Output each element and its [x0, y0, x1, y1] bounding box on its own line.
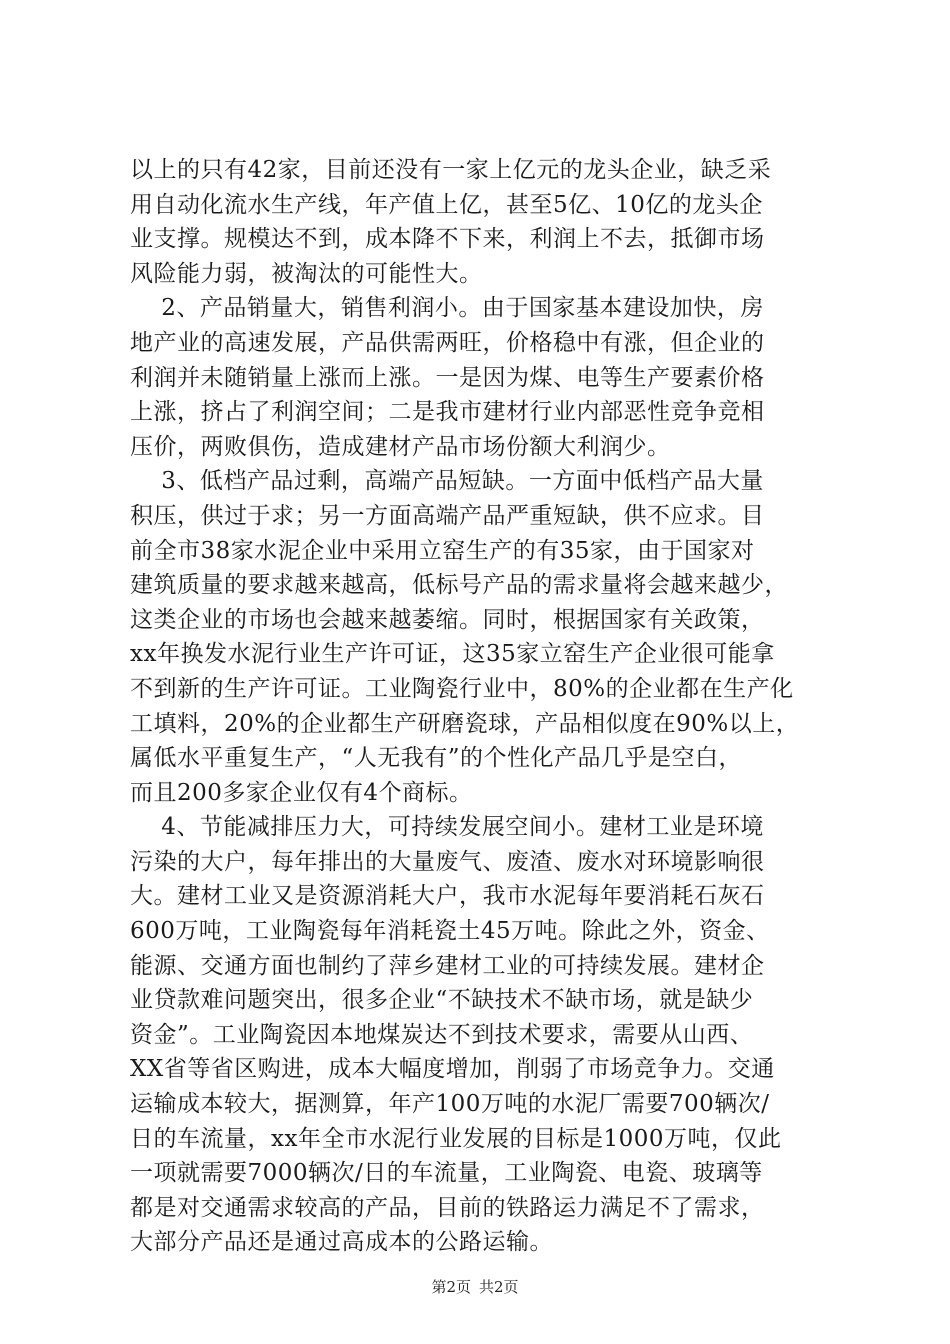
text-line: 地产业的高速发展，产品供需两旺，价格稳中有涨，但企业的 — [130, 329, 765, 356]
text-line: xx年换发水泥行业生产许可证，这35家立窑生产企业很可能拿 — [130, 641, 775, 668]
text-line: 2、产品销量大，销售利润小。由于国家基本建设加快，房 — [130, 295, 764, 322]
text-line: 3、低档产品过剩，高端产品短缺。一方面中低档产品大量 — [130, 468, 764, 495]
text-line: 4、节能减排压力大，可持续发展空间小。建材工业是环境 — [130, 814, 764, 841]
text-line: 这类企业的市场也会越来越萎缩。同时，根据国家有关政策， — [130, 606, 765, 633]
text-line: 600万吨，工业陶瓷每年消耗瓷土45万吨。除此之外，资金、 — [130, 918, 770, 945]
text-line: 用自动化流水生产线，年产值上亿，甚至5亿、10亿的龙头企 — [130, 191, 763, 218]
text-line: 污染的大户，每年排出的大量废气、废渣、废水对环境影响很 — [130, 848, 765, 875]
text-line: 而且200多家企业仅有4个商标。 — [130, 779, 473, 806]
page-footer — [0, 1277, 950, 1297]
text-line: 上涨，挤占了利润空间；二是我市建材行业内部恶性竞争竞相 — [130, 399, 765, 426]
text-line: 资金”。工业陶瓷因本地煤炭达不到技术要求，需要从山西、 — [130, 1021, 754, 1048]
text-line: 大。建材工业又是资源消耗大户，我市水泥每年要消耗石灰石 — [130, 883, 765, 910]
text-line: 属低水平重复生产，“人无我有”的个性化产品几乎是空白， — [130, 745, 743, 772]
text-line: 积压，供过于求；另一方面高端产品严重短缺，供不应求。目 — [130, 502, 765, 529]
text-line: XX省等省区购进，成本大幅度增加，削弱了市场竞争力。交通 — [130, 1056, 775, 1083]
document-body — [130, 153, 830, 1260]
text-line: 利润并未随销量上涨而上涨。一是因为煤、电等生产要素价格 — [130, 364, 765, 391]
text-line: 一项就需要7000辆次/日的车流量，工业陶瓷、电瓷、玻璃等 — [130, 1160, 763, 1187]
text-line: 建筑质量的要求越来越高，低标号产品的需求量将会越来越少， — [130, 572, 788, 599]
text-line: 以上的只有42家，目前还没有一家上亿元的龙头企业，缺乏采 — [130, 157, 772, 183]
text-line: 业支撑。规模达不到，成本降不下来，利润上不去，抵御市场 — [130, 226, 765, 253]
text-line: 前全市38家水泥企业中采用立窑生产的有35家，由于国家对 — [130, 537, 755, 564]
text-line: 运输成本较大，据测算，年产100万吨的水泥厂需要700辆次/ — [130, 1091, 770, 1118]
text-line: 压价，两败俱伤，造成建材产品市场份额大利润少。 — [130, 433, 671, 460]
text-line: 风险能力弱，被淘汰的可能性大。 — [130, 260, 483, 287]
text-line: 工填料，20%的企业都生产研磨瓷球，产品相似度在90%以上， — [130, 710, 800, 737]
text-line: 都是对交通需求较高的产品，目前的铁路运力满足不了需求， — [130, 1194, 765, 1221]
text-line: 日的车流量，xx年全市水泥行业发展的目标是1000万吨，仅此 — [130, 1125, 782, 1152]
text-line: 大部分产品还是通过高成本的公路运输。 — [130, 1229, 553, 1256]
text-line: 业贷款难问题突出，很多企业“不缺技术不缺市场，就是缺少 — [130, 987, 754, 1014]
text-line: 不到新的生产许可证。工业陶瓷行业中，80%的企业都在生产化 — [130, 675, 794, 702]
page-total: 共2页 — [479, 1278, 519, 1296]
text-line: 能源、交通方面也制约了萍乡建材工业的可持续发展。建材企 — [130, 952, 765, 979]
page-number: 第2页 — [431, 1278, 471, 1296]
